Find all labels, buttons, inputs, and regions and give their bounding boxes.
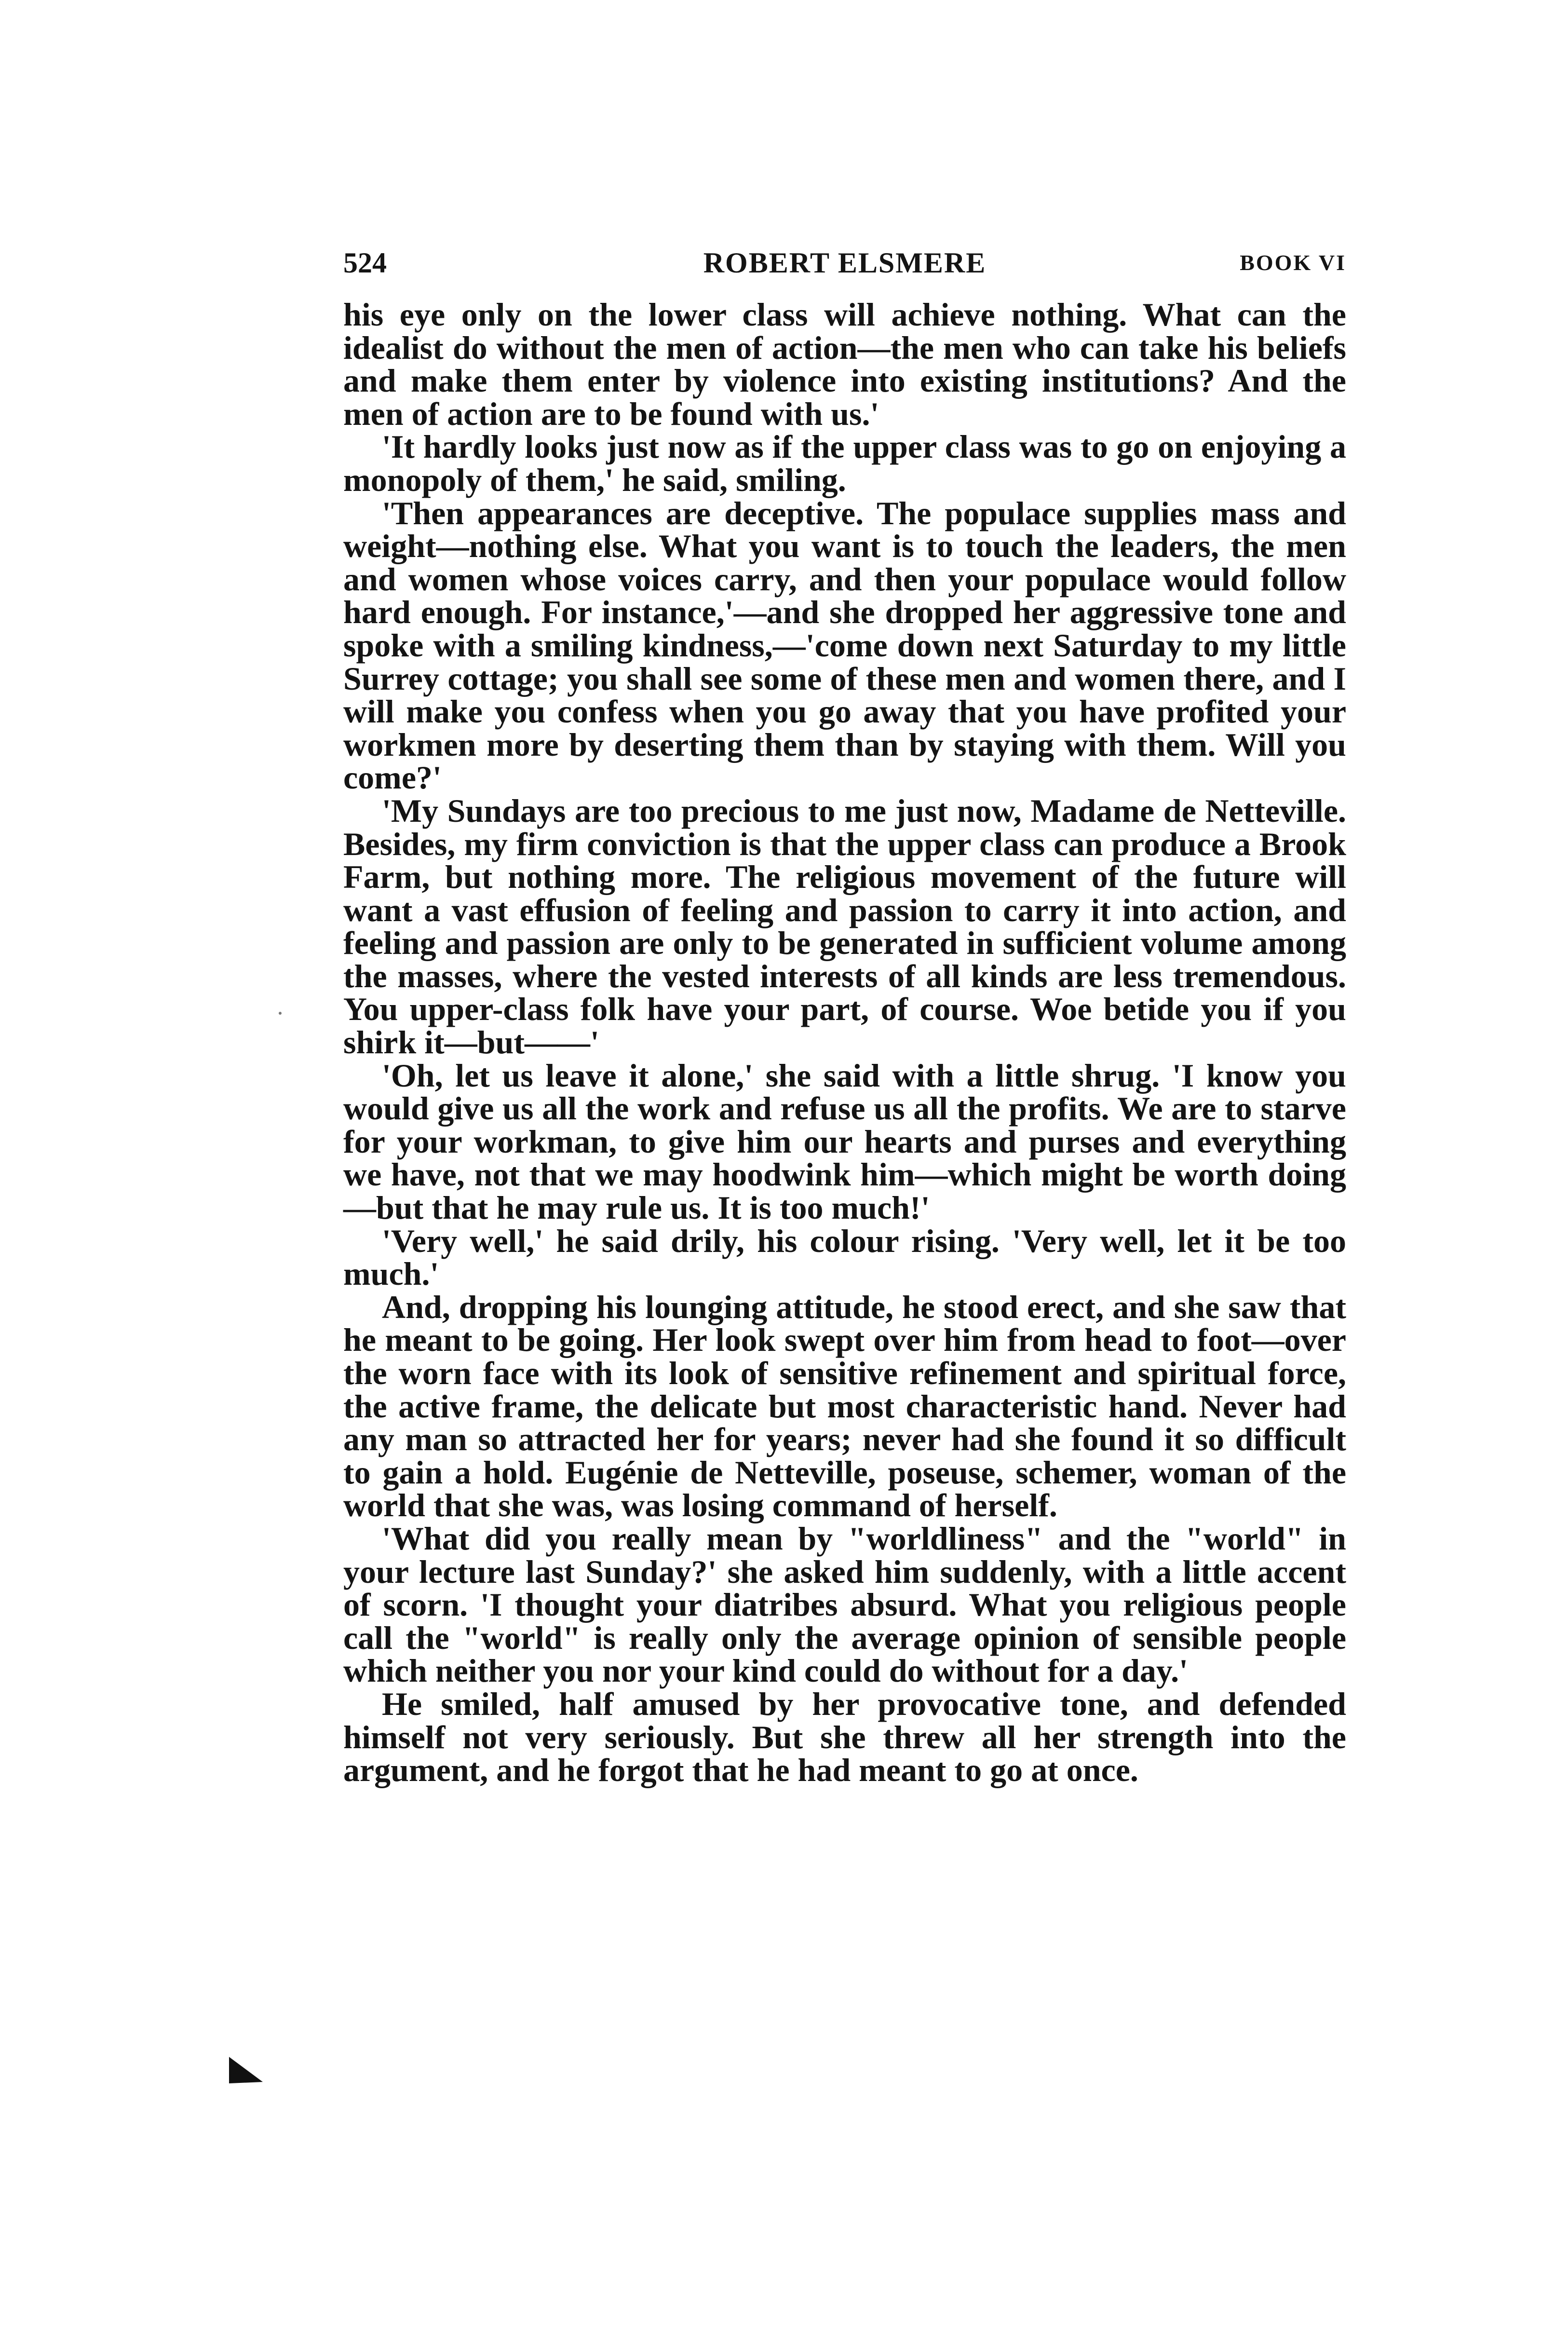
paragraph: He smiled, half amused by her provocative tone, and defended himself not very seriously. But she threw all her strength into the argument, and he forgot that he had meant to go at once. [343, 1685, 1346, 1789]
paragraph: 'Very well,' he said drily, his colour rising. 'Very well, let it be too much.' [343, 1222, 1346, 1292]
paragraph: 'What did you really mean by "worldliness" and the "world" in your lecture last Sunday?' she asked him suddenly, with a little accent of scorn. 'I thought your diatribes absurd. What you religious people call the "world" is really only the average opinion of sensible people which neither you nor your kind could do without for a day.' [343, 1520, 1346, 1689]
running-header [343, 241, 1346, 285]
paragraph: 'Oh, let us leave it alone,' she said with a little shrug. 'I know you would give us all the work and refuse us all the profits. We are to starve for your workman, to give him our hearts and purses and everything we have, not that we may hoodwink him—which might be worth doing—but that he may rule us. It is too much!' [343, 1057, 1346, 1226]
paragraph: 'My Sundays are too precious to me just now, Madame de Netteville. Besides, my firm conviction is that the upper class can produce a Brook Farm, but nothing more. The religious movement of the future will want a vast effusion of feeling and passion to carry it into action, and feeling and passion are only to be generated in sufficient volume among the masses, where the vested interests of all kinds are less tremendous. You upper-class folk have your part, of course. Woe betide you if you shirk it—but——' [343, 792, 1346, 1061]
paragraph: And, dropping his lounging attitude, he stood erect, and she saw that he meant to be going. Her look swept over him from head to foot—over the worn face with its look of sensitive refinement and spiritual force, the active frame, the delicate but most characteristic hand. Never had any man so attracted her for years; never had she found it so difficult to gain a hold. Eugénie de Netteville, poseuse, schemer, woman of the world that she was, was losing command of herself. [343, 1288, 1346, 1524]
book-label: BOOK VI [1240, 250, 1346, 275]
arrow-marker-icon [229, 2057, 263, 2083]
paragraph: his eye only on the lower class will achieve nothing. What can the idealist do without the men of action—the men who can take his beliefs and make them enter by violence into existing institutions? And the men of action are to be found with us.' [343, 296, 1346, 432]
page-number: 524 [343, 247, 387, 279]
paragraph: 'It hardly looks just now as if the upper class was to go on enjoying a monopoly of them,' he said, smiling. [343, 428, 1346, 498]
body-text [343, 298, 1346, 1787]
running-title: ROBERT ELSMERE [703, 247, 987, 279]
scan-speck [279, 1012, 282, 1015]
paragraph: 'Then appearances are deceptive. The populace supplies mass and weight—nothing else. What you want is to touch the leaders, the men and women whose voices carry, and then your populace would follow hard enough. For instance,'—and she dropped her aggressive tone and spoke with a smiling kindness,—'come down next Saturday to my little Surrey cottage; you shall see some of these men and women there, and I will make you confess when you go away that you have profited your workmen more by deserting them than by staying with them. Will you come?' [343, 494, 1346, 796]
